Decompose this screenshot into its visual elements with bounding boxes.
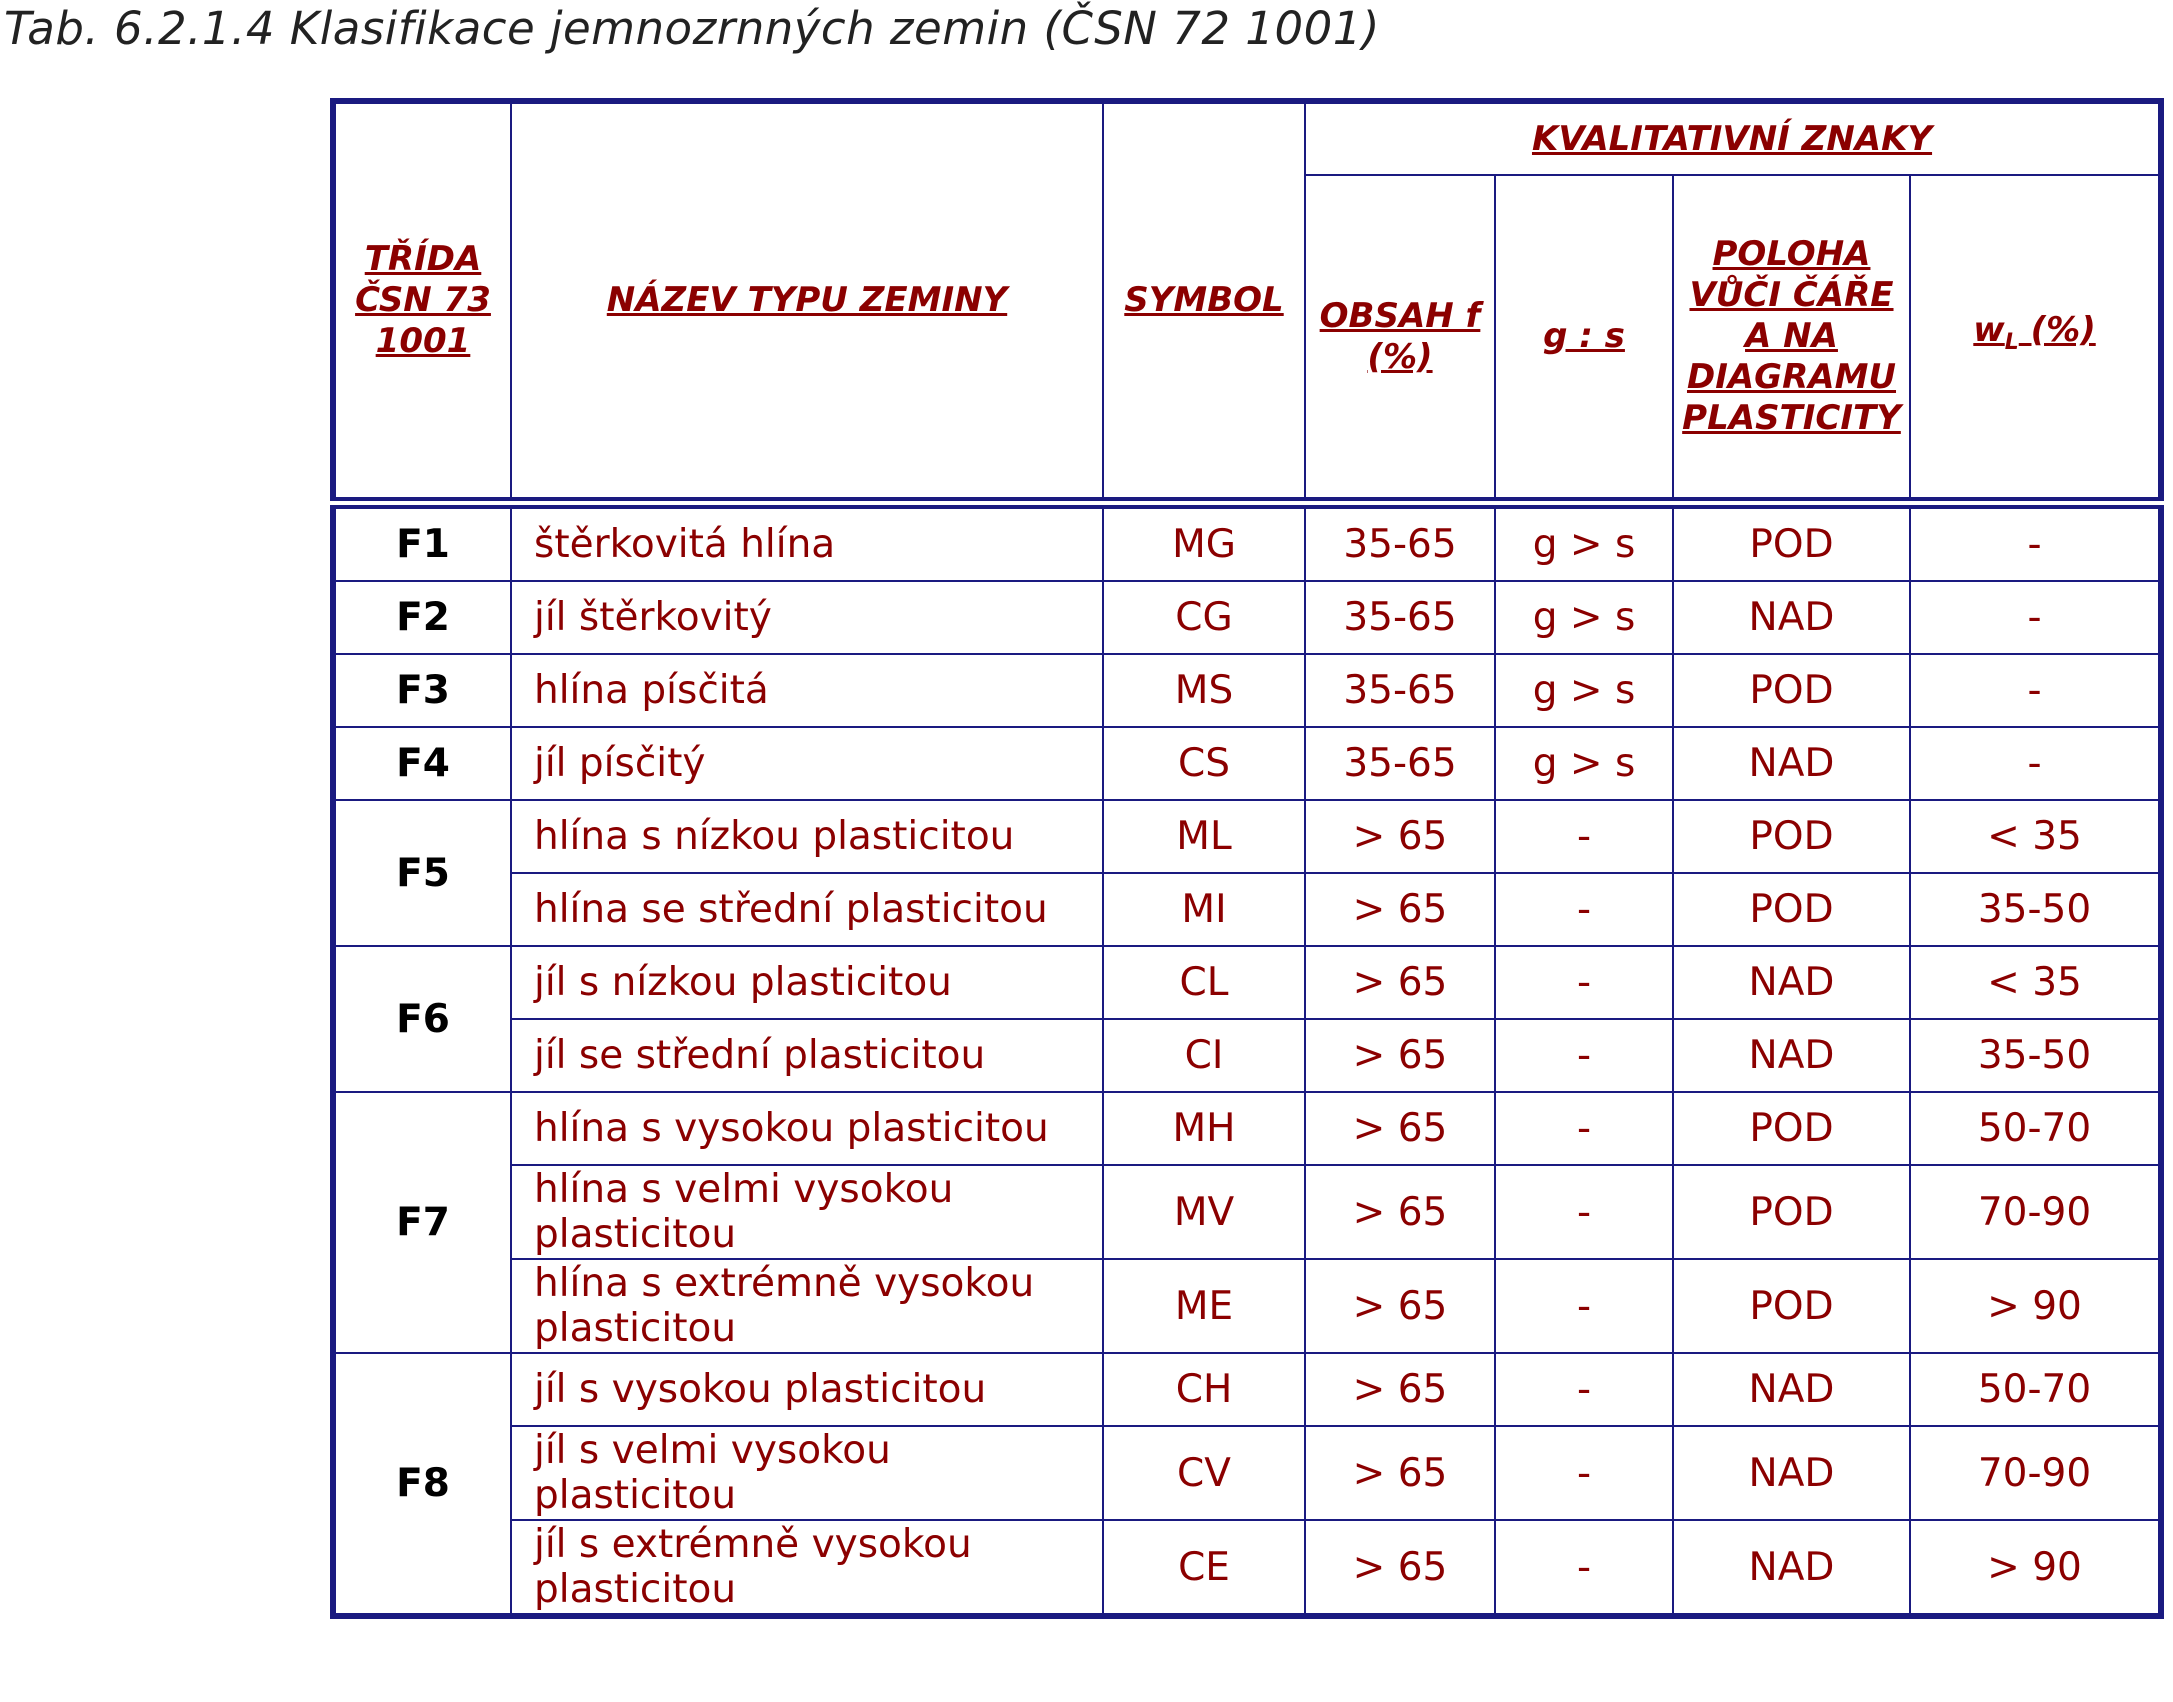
row-poloha: NAD [1673, 1426, 1910, 1520]
row-poloha: POD [1673, 873, 1910, 946]
table-row [333, 873, 2161, 946]
row-obsah: > 65 [1305, 800, 1495, 873]
header-nazev: NÁZEV TYPU ZEMINY [511, 101, 1103, 503]
row-symbol: MI [1103, 873, 1305, 946]
row-symbol: MV [1103, 1165, 1305, 1259]
row-symbol: CG [1103, 581, 1305, 654]
row-symbol: CV [1103, 1426, 1305, 1520]
row-poloha: NAD [1673, 946, 1910, 1019]
table-row [333, 1092, 2161, 1165]
row-soil-name: hlína s velmi vysokou plasticitou [511, 1165, 1103, 1259]
row-obsah: > 65 [1305, 1259, 1495, 1353]
row-g-s: - [1495, 1259, 1673, 1353]
row-poloha: POD [1673, 1092, 1910, 1165]
row-soil-name: hlína s vysokou plasticitou [511, 1092, 1103, 1165]
row-obsah: > 65 [1305, 1353, 1495, 1426]
row-soil-name: hlína s extrémně vysokou plasticitou [511, 1259, 1103, 1353]
table-row [333, 1259, 2161, 1353]
row-wl: > 90 [1910, 1259, 2161, 1353]
row-symbol: ML [1103, 800, 1305, 873]
row-symbol: MH [1103, 1092, 1305, 1165]
row-obsah: > 65 [1305, 873, 1495, 946]
row-poloha: NAD [1673, 727, 1910, 800]
row-poloha: NAD [1673, 1520, 1910, 1616]
table-row [333, 1019, 2161, 1092]
row-symbol: MG [1103, 503, 1305, 581]
row-symbol: CI [1103, 1019, 1305, 1092]
row-poloha: NAD [1673, 1353, 1910, 1426]
row-soil-name: hlína s nízkou plasticitou [511, 800, 1103, 873]
header-g-s: g : s [1495, 175, 1673, 503]
row-poloha: POD [1673, 1259, 1910, 1353]
row-symbol: CH [1103, 1353, 1305, 1426]
header-obsah: OBSAH f (%) [1305, 175, 1495, 503]
row-class: F6 [333, 946, 511, 1092]
row-g-s: - [1495, 873, 1673, 946]
table-row [333, 946, 2161, 1019]
header-kvalitativni-znaky: KVALITATIVNÍ ZNAKY [1305, 101, 2161, 175]
table-row [333, 1426, 2161, 1520]
header-poloha: POLOHA VŮČI ČÁŘE A NA DIAGRAMU PLASTICITY [1673, 175, 1910, 503]
row-poloha: POD [1673, 654, 1910, 727]
header-wl-main: w [1973, 310, 2005, 351]
table-row [333, 503, 2161, 581]
row-g-s: - [1495, 1019, 1673, 1092]
table-row [333, 727, 2161, 800]
table-row [333, 1520, 2161, 1616]
soil-classification-table [330, 98, 2164, 1619]
row-symbol: CS [1103, 727, 1305, 800]
row-class: F2 [333, 581, 511, 654]
row-wl: < 35 [1910, 800, 2161, 873]
row-soil-name: jíl se střední plasticitou [511, 1019, 1103, 1092]
row-g-s: - [1495, 946, 1673, 1019]
header-wl-unit: (%) [2018, 310, 2096, 351]
row-g-s: - [1495, 1092, 1673, 1165]
row-soil-name: jíl s nízkou plasticitou [511, 946, 1103, 1019]
row-soil-name: štěrkovitá hlína [511, 503, 1103, 581]
row-symbol: MS [1103, 654, 1305, 727]
table-row [333, 654, 2161, 727]
row-obsah: > 65 [1305, 1426, 1495, 1520]
row-class: F3 [333, 654, 511, 727]
row-g-s: - [1495, 1426, 1673, 1520]
row-wl: > 90 [1910, 1520, 2161, 1616]
row-class: F4 [333, 727, 511, 800]
row-g-s: g > s [1495, 727, 1673, 800]
row-wl: - [1910, 503, 2161, 581]
row-class: F5 [333, 800, 511, 946]
row-g-s: g > s [1495, 503, 1673, 581]
row-obsah: > 65 [1305, 946, 1495, 1019]
row-symbol: CL [1103, 946, 1305, 1019]
row-obsah: > 65 [1305, 1165, 1495, 1259]
row-soil-name: jíl s vysokou plasticitou [511, 1353, 1103, 1426]
row-obsah: > 65 [1305, 1019, 1495, 1092]
row-obsah: 35-65 [1305, 727, 1495, 800]
row-class: F1 [333, 503, 511, 581]
row-symbol: CE [1103, 1520, 1305, 1616]
row-poloha: POD [1673, 800, 1910, 873]
row-wl: - [1910, 654, 2161, 727]
row-wl: 50-70 [1910, 1092, 2161, 1165]
header-wl-subscript: L [2004, 329, 2019, 355]
row-soil-name: jíl s velmi vysokou plasticitou [511, 1426, 1103, 1520]
header-trida: TŘÍDA ČSN 73 1001 [333, 101, 511, 503]
row-wl: 70-90 [1910, 1426, 2161, 1520]
row-soil-name: hlína písčitá [511, 654, 1103, 727]
header-symbol: SYMBOL [1103, 101, 1305, 503]
row-g-s: g > s [1495, 581, 1673, 654]
row-class: F7 [333, 1092, 511, 1353]
row-g-s: - [1495, 1353, 1673, 1426]
row-wl: - [1910, 727, 2161, 800]
table-row [333, 581, 2161, 654]
row-obsah: 35-65 [1305, 654, 1495, 727]
row-obsah: > 65 [1305, 1092, 1495, 1165]
row-wl: 35-50 [1910, 873, 2161, 946]
table-row [333, 1165, 2161, 1259]
table-row [333, 800, 2161, 873]
row-symbol: ME [1103, 1259, 1305, 1353]
row-wl: 70-90 [1910, 1165, 2161, 1259]
row-g-s: - [1495, 800, 1673, 873]
row-obsah: 35-65 [1305, 581, 1495, 654]
row-soil-name: jíl štěrkovitý [511, 581, 1103, 654]
row-poloha: NAD [1673, 581, 1910, 654]
row-wl: 35-50 [1910, 1019, 2161, 1092]
row-obsah: 35-65 [1305, 503, 1495, 581]
row-class: F8 [333, 1353, 511, 1616]
row-wl: - [1910, 581, 2161, 654]
row-wl: 50-70 [1910, 1353, 2161, 1426]
row-wl: < 35 [1910, 946, 2161, 1019]
table-caption: Tab. 6.2.1.4 Klasifikace jemnozrnných zemin (ČSN 72 1001) [4, 2, 1380, 55]
row-soil-name: jíl písčitý [511, 727, 1103, 800]
table-row [333, 1353, 2161, 1426]
row-g-s: - [1495, 1520, 1673, 1616]
row-soil-name: jíl s extrémně vysokou plasticitou [511, 1520, 1103, 1616]
row-g-s: g > s [1495, 654, 1673, 727]
row-poloha: POD [1673, 503, 1910, 581]
row-poloha: POD [1673, 1165, 1910, 1259]
header-wl [1910, 175, 2161, 503]
row-poloha: NAD [1673, 1019, 1910, 1092]
row-g-s: - [1495, 1165, 1673, 1259]
row-obsah: > 65 [1305, 1520, 1495, 1616]
row-soil-name: hlína se střední plasticitou [511, 873, 1103, 946]
